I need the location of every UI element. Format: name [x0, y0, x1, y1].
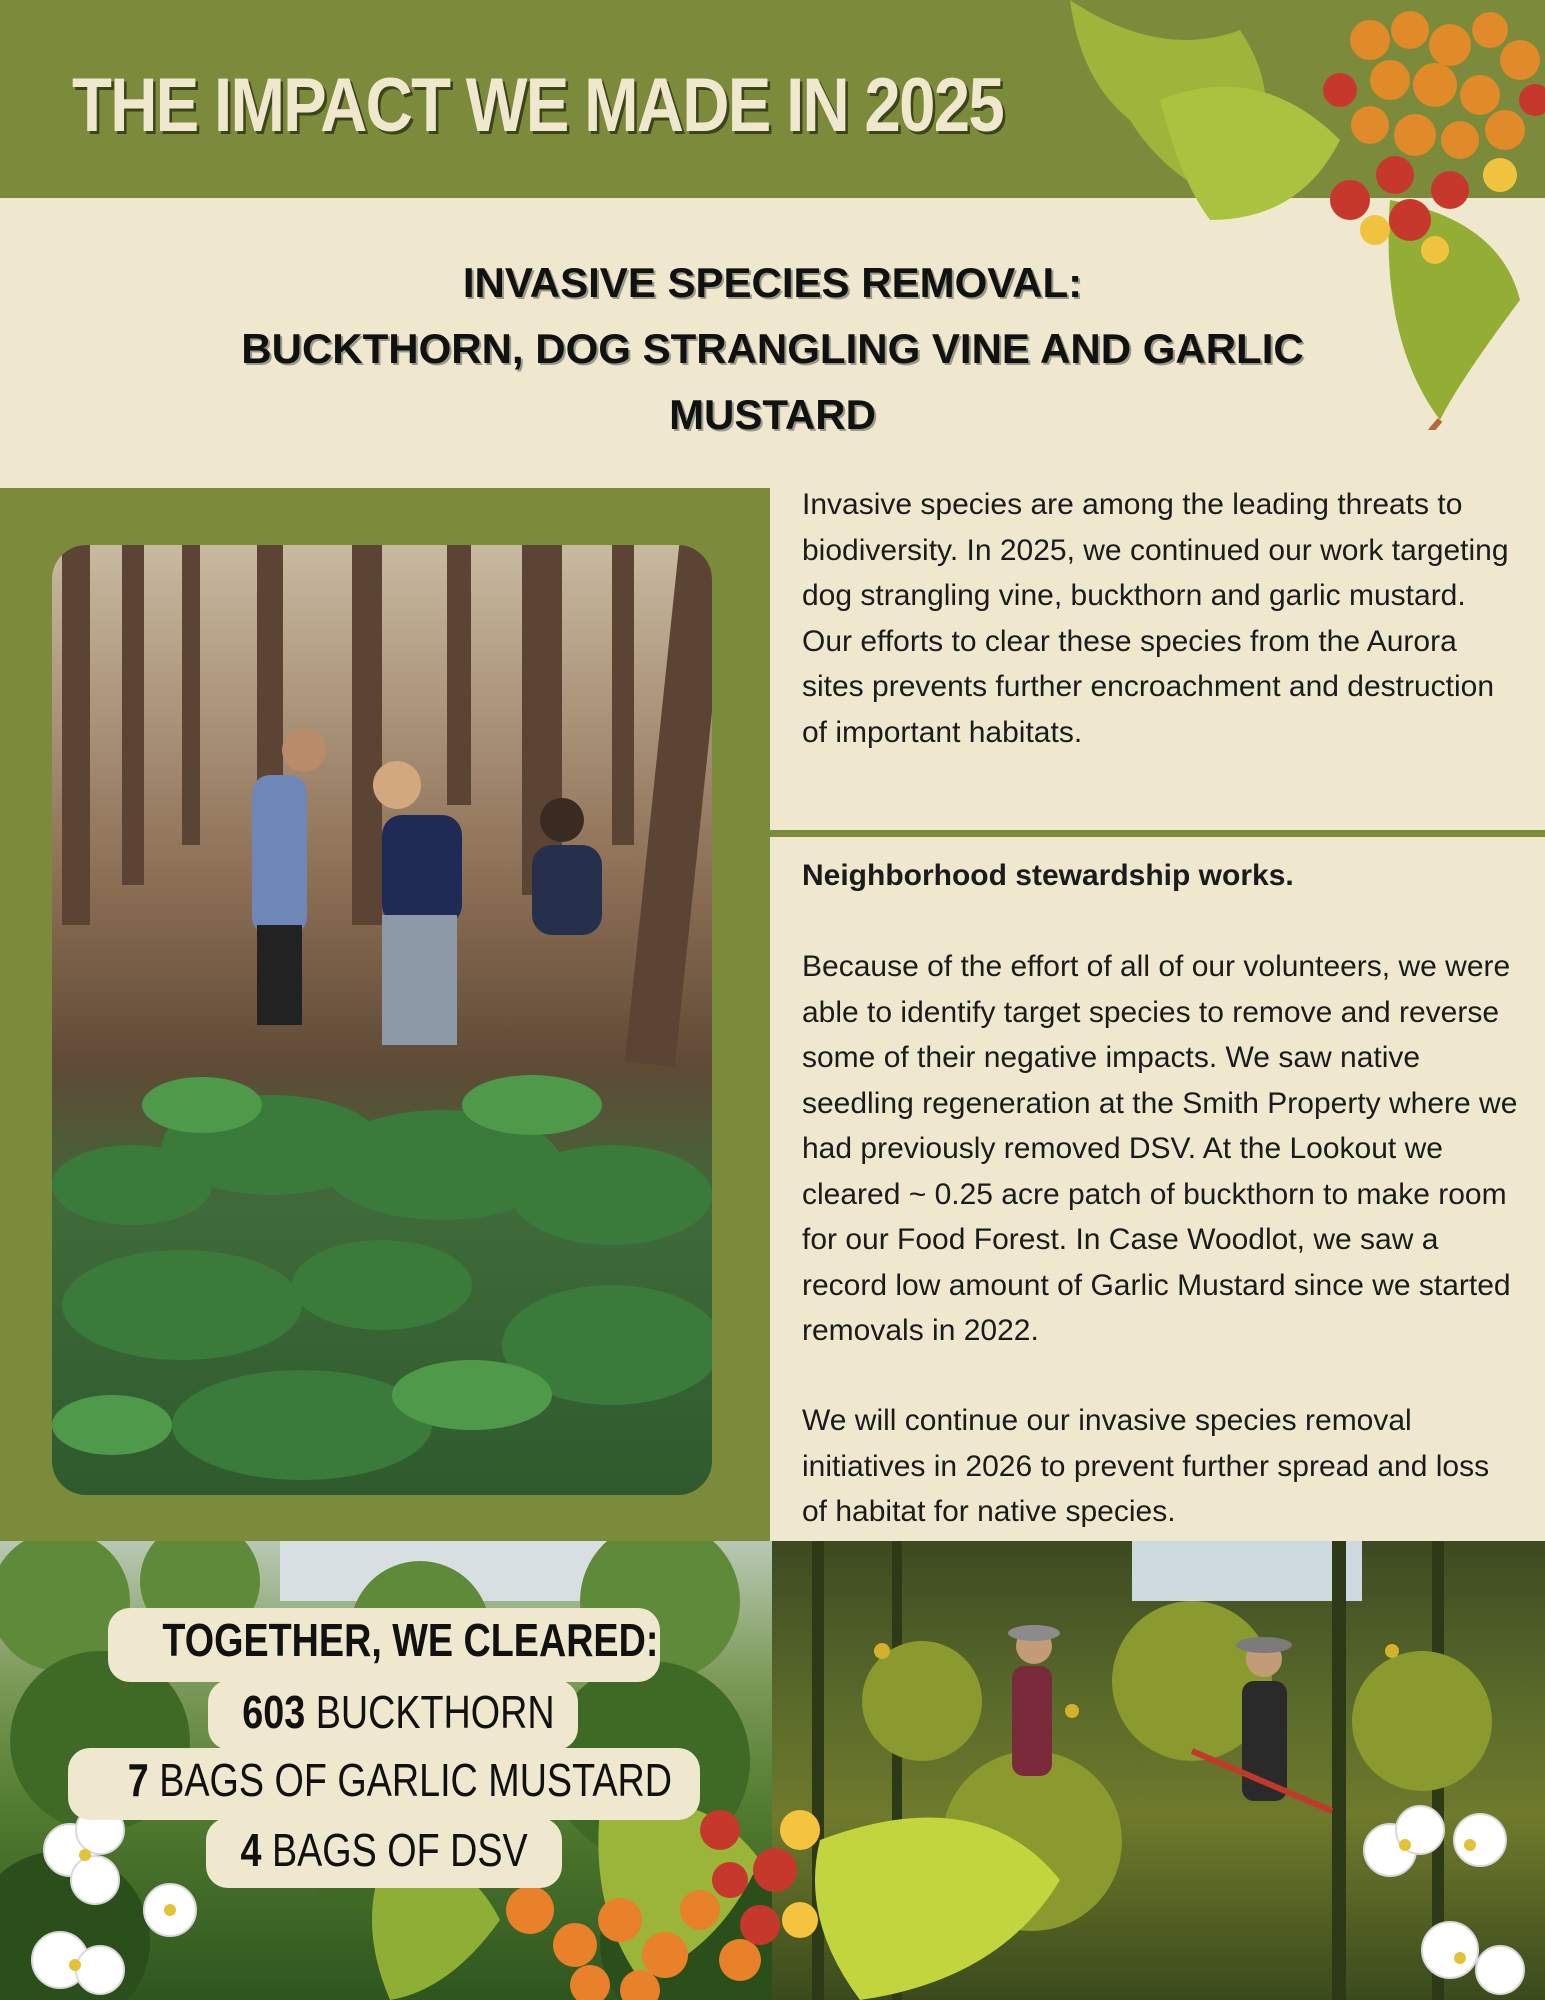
stat-garlic-mustard	[68, 1748, 700, 1820]
future-paragraph: We will continue our invasive species removal initiatives in 2026 to prevent further spread and loss of habitat for native species.	[802, 1404, 1490, 1528]
stat-count: 4	[240, 1824, 262, 1876]
section-divider	[770, 830, 1545, 837]
stewardship-heading: Neighborhood stewardship works.	[802, 859, 1294, 892]
stat-label: BUCKTHORN	[305, 1686, 555, 1738]
results-paragraph: Because of the effort of all of our volunteers, we were able to identify target species to remove and reverse some of their negative impacts. We saw native seedling regeneration at the Smith Property where we had previously removed DSV. At the Lookout we cleared ~ 0.25 acre patch of buckthorn to make room for our Food Forest. In Case Woodlot, we saw a record low amount of Garlic Mustard since we started removals in 2022.	[802, 950, 1518, 1347]
subtitle-line-1: INVASIVE SPECIES REMOVAL:	[462, 259, 1083, 306]
stat-dsv	[206, 1818, 562, 1888]
subtitle-line-2: BUCKTHORN, DOG STRANGLING VINE AND GARLIC	[241, 325, 1304, 372]
stats-headline-text: TOGETHER, WE CLEARED:	[162, 1614, 659, 1666]
section-subtitle	[180, 250, 1365, 448]
stat-buckthorn	[208, 1680, 578, 1750]
volunteers-forest-photo	[52, 545, 712, 1495]
page-title: THE IMPACT WE MADE IN 2025	[72, 63, 1003, 148]
forest-photo-illustration	[52, 545, 712, 1495]
stat-label: BAGS OF GARLIC MUSTARD	[148, 1754, 672, 1806]
stat-count: 603	[242, 1686, 306, 1738]
subtitle-line-3: MUSTARD	[669, 391, 876, 438]
intro-paragraph: Invasive species are among the leading threats to biodiversity. In 2025, we continued our work targeting dog strangling vine, buckthorn and garlic mustard. Our efforts to clear these species from the Aurora sites prevents further encroachment and destruction of important habitats.	[802, 488, 1509, 749]
stat-count: 7	[127, 1754, 149, 1806]
stat-label: BAGS OF DSV	[261, 1824, 528, 1876]
stats-headline	[108, 1608, 660, 1682]
